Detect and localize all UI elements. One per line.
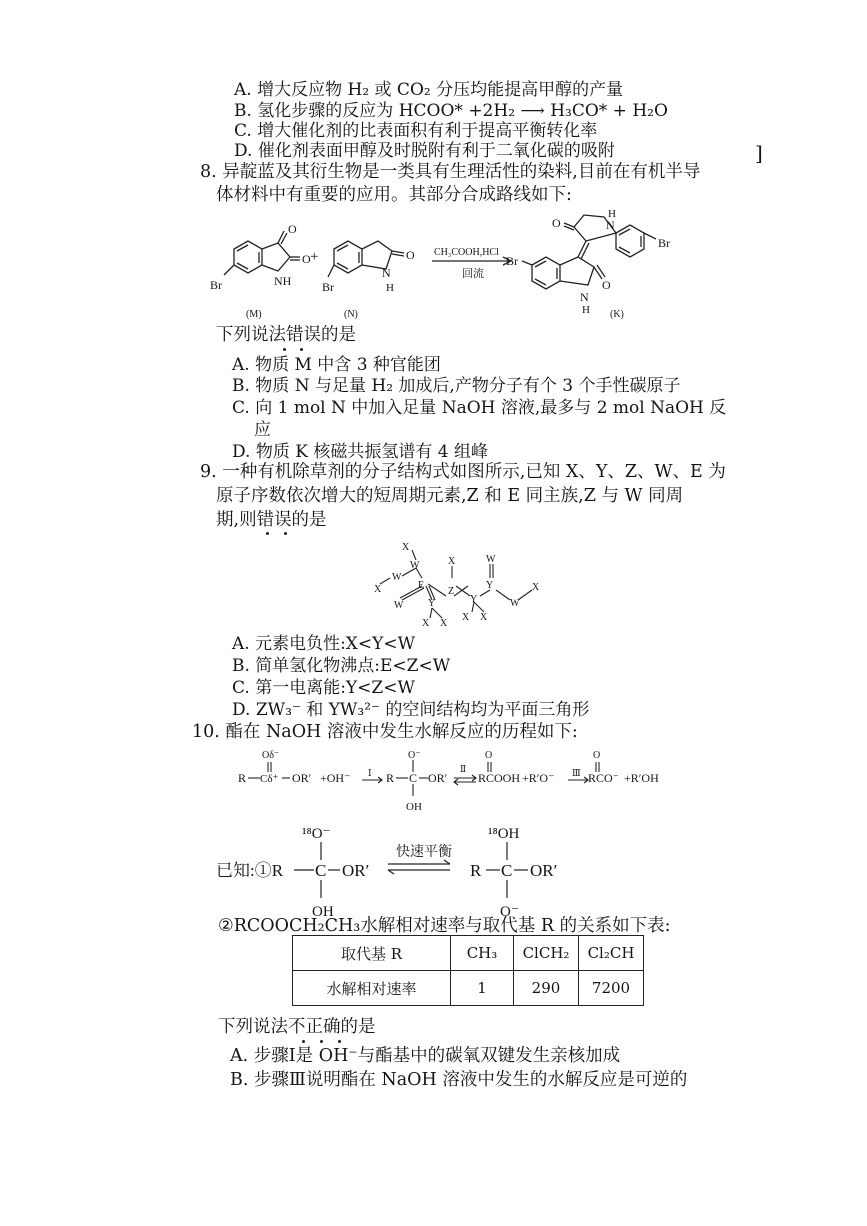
q10-stem: 10. 酯在 NaOH 溶液中发生水解反应的历程如下:	[192, 722, 578, 742]
q7-option-b: B. 氢化步骤的反应为 HCOO* +2H₂ ⟶ H₃CO* + H₂O	[234, 101, 668, 121]
atom-y: Y	[428, 598, 436, 609]
emphasis-dot	[338, 1040, 341, 1043]
table-cell: Cl₂CH	[579, 936, 644, 971]
atom-y: Y	[470, 594, 478, 605]
atom-w: W	[394, 600, 404, 611]
atom-x: X	[448, 556, 456, 567]
mech-oh: OH	[406, 801, 422, 813]
atom-w: W	[486, 554, 496, 565]
mech-o-delta: Oδ⁻	[262, 750, 280, 761]
atom-w: W	[392, 572, 402, 583]
mech-rcoo: RCO⁻	[588, 771, 620, 785]
table-cell: CH₃	[451, 936, 514, 971]
table-row	[293, 936, 644, 971]
reagent-bottom: 回流	[462, 268, 484, 280]
q9-option-c: C. 第一电离能:Y<Z<W	[232, 678, 415, 698]
eq-bottom-right: O⁻	[500, 904, 519, 920]
eq-r-right: R	[470, 861, 482, 880]
eq-orp-right: OR′	[530, 861, 558, 880]
step-3: Ⅲ	[572, 768, 581, 778]
m-nh-label: NH	[274, 274, 292, 288]
table-cell: ClCH₂	[514, 936, 579, 971]
plus-sign: +	[310, 249, 319, 265]
mech-c-delta: Cδ⁺	[260, 773, 279, 785]
q9-molecule	[360, 538, 560, 630]
step-1: Ⅰ	[368, 768, 372, 778]
emphasis-dot	[284, 532, 287, 535]
q9-option-b: B. 简单氢化物沸点:E<Z<W	[232, 656, 451, 676]
q8-option-b: B. 物质 N 与足量 H₂ 加成后,产物分子有个 3 个手性碳原子	[232, 376, 681, 396]
q9-option-a: A. 元素电负性:X<Y<W	[232, 634, 416, 654]
emphasis-dot	[302, 1040, 305, 1043]
k-o-lower: O	[602, 278, 611, 292]
rate-table	[292, 935, 644, 1006]
eq-c-right: C	[501, 861, 513, 880]
q10-question: 下列说法不正确的是	[218, 1017, 376, 1037]
atom-x: X	[480, 612, 488, 623]
q8-stem-line1: 8. 异靛蓝及其衍生物是一类具有生理活性的染料,目前在有机半导	[200, 162, 701, 182]
mech-plus-rpoh: +R′OH	[624, 771, 659, 785]
table-cell: 取代基 R	[293, 936, 451, 971]
margin-mark: ]	[755, 141, 763, 165]
table-cell: 7200	[579, 971, 644, 1006]
atom-y: Y	[486, 580, 494, 591]
q10-mechanism	[232, 746, 682, 820]
k-br-right: Br	[658, 236, 670, 250]
k-n-lower: N	[580, 290, 589, 304]
q10-known2: ②RCOOCH₂CH₃水解相对速率与取代基 R 的关系如下表:	[218, 916, 671, 936]
q9-stem-line3: 期,则错误的是	[216, 510, 327, 530]
eq-orp-left: OR′	[342, 861, 370, 880]
table-cell: 水解相对速率	[293, 971, 451, 1006]
label-k: (K)	[610, 309, 624, 320]
mech-plus-oh: +OH⁻	[320, 771, 351, 785]
q10-option-a: A. 步骤Ⅰ是 OH⁻与酯基中的碳氧双键发生亲核加成	[230, 1046, 621, 1066]
known-label: 已知:①R	[216, 861, 284, 880]
atom-w: W	[510, 598, 520, 609]
q8-option-c-line1: C. 向 1 mol N 中加入足量 NaOH 溶液,最多与 2 mol NaOH 反	[232, 398, 727, 418]
k-br-left: Br	[506, 254, 518, 268]
atom-w: W	[410, 560, 420, 571]
emphasis-dot	[283, 348, 286, 351]
n-h-label: H	[386, 282, 394, 294]
mech-r2: R	[386, 771, 395, 785]
emphasis-dot	[320, 1040, 323, 1043]
k-h-lower: H	[582, 304, 590, 316]
atom-x: X	[440, 618, 448, 629]
eq-c-left: C	[315, 861, 327, 880]
n-br-label: Br	[322, 280, 334, 294]
n-carbonyl-o: O	[406, 248, 415, 262]
table-row	[293, 971, 644, 1006]
atom-x: X	[532, 582, 540, 593]
mech-r: R	[238, 771, 247, 785]
eq-arrow-label: 快速平衡	[396, 845, 452, 860]
mech-o3: O	[485, 750, 493, 761]
emphasis-dot	[266, 532, 269, 535]
label-m: (M)	[246, 309, 262, 320]
q8-stem-line2: 体材料中有重要的应用。其部分合成路线如下:	[216, 185, 572, 205]
q8-option-a: A. 物质 M 中含 3 种官能团	[232, 355, 441, 375]
mech-orp: OR′	[292, 771, 312, 785]
atom-x: X	[422, 618, 430, 629]
mech-o-minus: O⁻	[408, 750, 421, 761]
atom-x: X	[462, 612, 470, 623]
q9-stem-line2: 原子序数依次增大的短周期元素,Z 和 E 同主族,Z 与 W 同周	[216, 486, 684, 506]
table-cell: 1	[451, 971, 514, 1006]
mech-plus-rpo: +R′O⁻	[522, 771, 555, 785]
atom-e: E	[418, 580, 425, 591]
q8-option-c-line2: 应	[254, 420, 271, 440]
k-n-upper: N	[606, 218, 615, 232]
eq-bottom-left: OH	[312, 904, 334, 920]
q7-option-c: C. 增大催化剂的比表面积有利于提高平衡转化率	[234, 121, 598, 141]
table-cell: 290	[514, 971, 579, 1006]
mech-orp2: OR′	[428, 771, 448, 785]
q7-option-a: A. 增大反应物 H₂ 或 CO₂ 分压均能提高甲醇的产量	[234, 80, 624, 100]
step-2: Ⅱ	[460, 764, 467, 774]
q9-stem-line1: 9. 一种有机除草剂的分子结构式如图所示,已知 X、Y、Z、W、E 为	[200, 462, 726, 482]
q9-option-d: D. ZW₃⁻ 和 YW₃²⁻ 的空间结构均为平面三角形	[232, 700, 590, 720]
q8-synthesis-scheme	[200, 205, 720, 325]
m-br-label: Br	[210, 278, 222, 292]
atom-x: X	[374, 584, 382, 595]
mech-c2: C	[409, 771, 418, 785]
eq-top-right: ¹⁸OH	[488, 826, 520, 842]
atom-z: Z	[448, 586, 455, 597]
m-carbonyl-o-top: O	[288, 222, 297, 236]
k-h-upper: H	[608, 208, 616, 220]
q10-option-b: B. 步骤Ⅲ说明酯在 NaOH 溶液中发生的水解反应是可逆的	[230, 1070, 688, 1090]
q8-option-d: D. 物质 K 核磁共振氢谱有 4 组峰	[232, 442, 488, 462]
q10-known-equilibrium	[216, 818, 616, 928]
q8-question: 下列说法错误的是	[216, 325, 356, 345]
emphasis-dot	[300, 348, 303, 351]
atom-x: X	[402, 542, 410, 553]
eq-top-left: ¹⁸O⁻	[302, 826, 331, 842]
q7-option-d: D. 催化剂表面甲醇及时脱附有利于二氧化碳的吸附	[234, 141, 615, 161]
mech-o4: O	[593, 750, 601, 761]
n-n-label: N	[382, 266, 391, 280]
label-n: (N)	[344, 309, 358, 320]
k-o-upper: O	[552, 216, 561, 230]
reagent-top: CH₃COOH,HCl	[434, 247, 499, 258]
mech-rcooh: RCOOH	[478, 771, 521, 785]
m-carbonyl-o-right: O	[302, 252, 311, 266]
